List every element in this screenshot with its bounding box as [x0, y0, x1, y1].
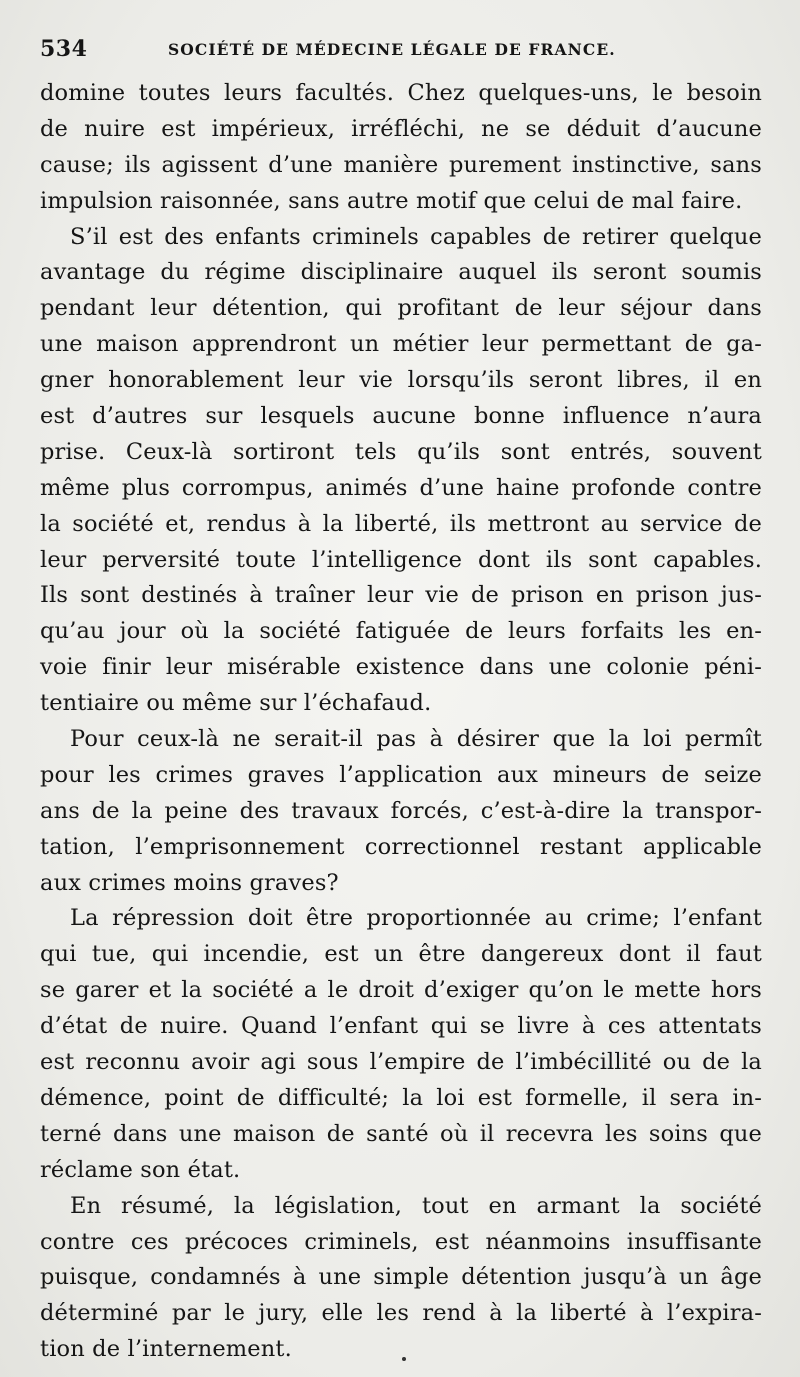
- text-line: gner honorablement leur vie lorsqu’ils seront libres, il en: [40, 367, 762, 394]
- text-line: la société et, rendus à la liberté, ils mettront au service de: [40, 510, 762, 537]
- text-line: S’il est des enfants criminels capables de retirer quelque: [70, 223, 762, 250]
- text-line: même plus corrompus, animés d’une haine profonde contre: [40, 474, 762, 501]
- text-line: déterminé par le jury, elle les rend à la liberté à l’expira-: [40, 1300, 762, 1327]
- text-line: Pour ceux-là ne serait-il pas à désirer que la loi permît: [70, 726, 762, 753]
- body-text: [40, 76, 762, 1368]
- printer-mark: [402, 1357, 406, 1361]
- text-line: prise. Ceux-là sortiront tels qu’ils sont entrés, souvent: [40, 438, 762, 465]
- text-line: qui tue, qui incendie, est un être dangereux dont il faut: [40, 941, 762, 968]
- text-line: La répression doit être proportionnée au crime; l’enfant: [70, 905, 762, 932]
- text-line: voie finir leur misérable existence dans une colonie péni-: [40, 654, 762, 681]
- text-line: qu’au jour où la société fatiguée de leurs forfaits les en-: [40, 618, 762, 645]
- text-line: tation, l’emprisonnement correctionnel restant applicable: [40, 833, 762, 860]
- text-line: tion de l’internement.: [40, 1336, 292, 1363]
- text-line: d’état de nuire. Quand l’enfant qui se livre à ces attentats: [40, 1013, 762, 1040]
- page-header: [40, 36, 760, 66]
- text-line: avantage du régime disciplinaire auquel ils seront soumis: [40, 259, 762, 286]
- text-line: Ils sont destinés à traîner leur vie de prison en prison jus-: [40, 582, 762, 609]
- text-line: une maison apprendront un métier leur permettant de ga-: [40, 331, 762, 358]
- text-line: tentiaire ou même sur l’échafaud.: [40, 690, 432, 717]
- page-number: 534: [40, 36, 88, 62]
- text-line: contre ces précoces criminels, est néanmoins insuffisante: [40, 1228, 762, 1255]
- text-line: terné dans une maison de santé où il recevra les soins que: [40, 1120, 762, 1147]
- text-line: pendant leur détention, qui profitant de leur séjour dans: [40, 295, 762, 322]
- running-head: SOCIÉTÉ DE MÉDECINE LÉGALE DE FRANCE.: [168, 40, 616, 59]
- text-line: aux crimes moins graves?: [40, 869, 339, 896]
- text-line: ans de la peine des travaux forcés, c’est-à-dire la transpor-: [40, 797, 762, 824]
- text-line: pour les crimes graves l’application aux mineurs de seize: [40, 761, 762, 788]
- text-line: domine toutes leurs facultés. Chez quelques-uns, le besoin: [40, 80, 762, 106]
- text-line: cause; ils agissent d’une manière purement instinctive, sans: [40, 151, 762, 178]
- text-line: est d’autres sur lesquels aucune bonne influence n’aura: [40, 403, 762, 430]
- text-line: de nuire est impérieux, irréfléchi, ne se déduit d’aucune: [40, 115, 762, 142]
- text-line: En résumé, la législation, tout en armant la société: [70, 1192, 762, 1219]
- text-line: puisque, condamnés à une simple détention jusqu’à un âge: [40, 1264, 762, 1291]
- text-line: réclame son état.: [40, 1156, 241, 1183]
- text-line: se garer et la société a le droit d’exiger qu’on le mette hors: [40, 977, 762, 1004]
- text-line: est reconnu avoir agi sous l’empire de l’imbécillité ou de la: [40, 1049, 762, 1076]
- text-line: leur perversité toute l’intelligence dont ils sont capables.: [40, 546, 762, 573]
- text-line: démence, point de difficulté; la loi est formelle, il sera in-: [40, 1084, 762, 1111]
- text-line: impulsion raisonnée, sans autre motif que celui de mal faire.: [40, 187, 743, 214]
